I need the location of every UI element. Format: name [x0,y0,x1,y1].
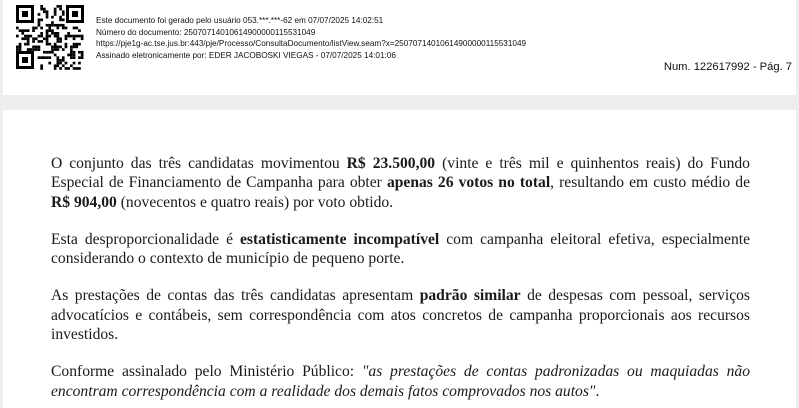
generated-by-text: Este documento foi gerado pelo usuário 053.***.***-62 em 07/07/2025 14:02:51 [96,16,384,25]
text-span: (vinte e três mil e quinhentos reais) do Fundo Especial de Financiamento de Campanha para obter [51,155,750,192]
bold-incompatible: estatisticamente incompatível [239,230,440,248]
paragraph-disproportion [51,230,750,269]
previous-page-footer [3,0,796,95]
document-url-text: https://pje1g-ac.tse.jus.br:443/pje/Processo/ConsultaDocumento/listView.seam?x=25070714010614900000115531049 [96,39,527,49]
paragraph-cost-per-vote [51,154,750,212]
document-metadata [96,15,526,62]
document-page [3,110,796,408]
paragraph-similar-pattern [51,286,750,344]
italic-quote: "as prestações de contas padronizadas ou maquiadas não encontram correspondência com a realidade dos demais fatos comprovados nos autos" [51,363,750,400]
text-span: As prestações de contas das três candidatas apresentam [51,287,420,305]
text-span: Conforme assinalado pelo Ministério Público: [51,363,362,381]
page-number: Num. 122617992 - Pág. 7 [663,61,792,73]
bold-cost: R$ 904,00 [51,193,117,211]
text-span: O conjunto das três candidatas movimentou [51,155,347,172]
bold-votes: apenas 26 votos no total [386,174,551,192]
text-span: de despesas com pessoal, serviços advocatícios e contábeis, sem correspondência com atos concretos de campanha proporcionais aos recursos investidos. [51,287,750,344]
bold-amount: R$ 23.500,00 [346,155,436,172]
text-span: com campanha eleitoral efetiva, especialmente considerando o contexto de município de pequeno porte. [51,230,751,268]
text-span: Esta desproporcionalidade é [51,230,240,248]
text-span: , resultando em custo médio de [550,174,750,192]
text-span: . [595,382,600,400]
document-body [51,154,750,408]
paragraph-prosecutor-quote [51,362,750,401]
qr-code-icon [15,4,85,70]
bold-similar-pattern: padrão similar [419,287,521,305]
text-span: (novecentos e quatro reais) por voto obtido. [116,193,394,211]
signature-text: Assinado eletronicamente por: EDER JACOBOSKI VIEGAS - 07/07/2025 14:01:06 [96,51,396,61]
document-number-text: Número do documento: 25070714010614900000115531049 [96,27,316,37]
